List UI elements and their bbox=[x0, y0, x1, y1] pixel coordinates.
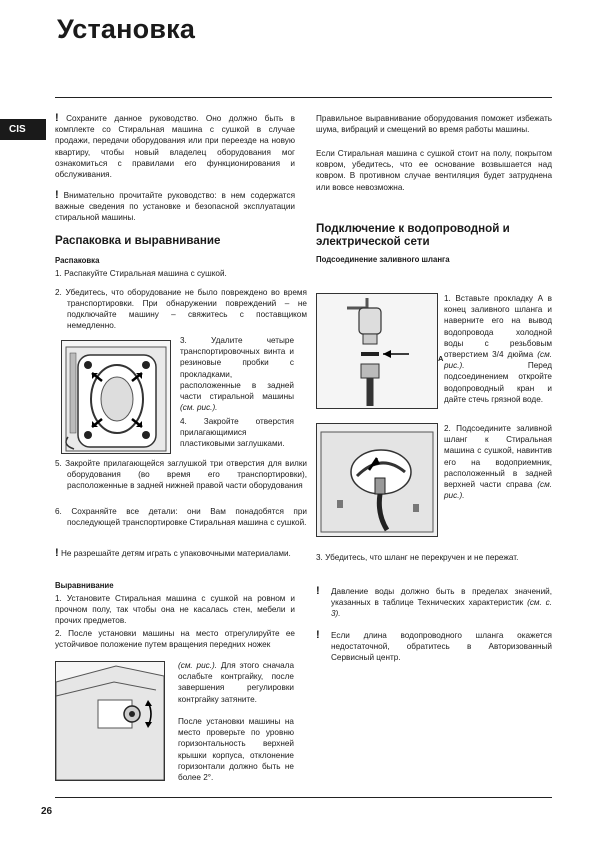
warning-water-pressure: ! Давление воды должно быть в пределах значений, указанных в таблице Технических характеристик (см. с. 3). bbox=[316, 585, 552, 619]
subheading-unpacking: Распаковка bbox=[55, 256, 100, 265]
warning-read-manual bbox=[55, 190, 295, 224]
section-heading-connection: Подключение к водопроводной и электрической сети bbox=[316, 222, 510, 248]
subheading-leveling: Выравнивание bbox=[55, 581, 114, 590]
warning-keep-manual bbox=[55, 113, 295, 180]
warning-icon: ! bbox=[316, 585, 320, 597]
warning-icon: ! bbox=[316, 629, 320, 641]
hose-step-2: 2. Подсоедините заливной шланг к Стиральная машина с сушкой, навинтив его на водоприемник, расположенный в задней верхней части справа (см. рис.). bbox=[444, 424, 552, 501]
section-tab: CIS bbox=[0, 119, 46, 140]
warning-text: Сохраните данное руководство. Оно должно быть в комплекте со Стиральная машина с сушкой в случае продажи, передачи оборудования или при переезде на новую квартиру, чтобы новый владелец оборудования мог ознакомиться с правилами его функционирования и обслуживания. bbox=[55, 114, 296, 180]
warning-icon: ! bbox=[55, 547, 59, 559]
warning-icon: ! bbox=[55, 189, 59, 201]
carpet-note: Если Стиральная машина с сушкой стоит на полу, покрытом ковром, убедитесь, что ее основание возвышается над ковром. В противном случае вентиляция будет затруднена или вовсе невозможна. bbox=[316, 149, 552, 192]
warning-hose-length: ! Если длина водопроводного шланга окажется недостаточной, обратитесь в Авторизованный Сервисный центр. bbox=[316, 629, 552, 663]
subheading-inlet-hose: Подсоединение заливного шланга bbox=[316, 255, 450, 264]
warning-children: ! Не разрешайте детям играть с упаковочными материалами. bbox=[55, 547, 291, 559]
hose-inlet-figure bbox=[316, 423, 438, 537]
leveling-step-2a: 2. После установки машины на место отрегулируйте ее устойчивое положение путем вращения передних ножек bbox=[55, 629, 295, 650]
hose-step-1: 1. Вставьте прокладку А в конец заливного шланга и наверните его на вывод водопровода холодной воды с резьбовым отверстием 3/4 дюйма (см. рис.). Перед подсоединением откройте водопроводный кран и дайте стечь грязной воде. bbox=[444, 294, 552, 404]
leveling-step-3: После установки машины на место проверьте по уровню горизонтальность верхней крышки корпуса, отклонение горизонтали должно быть не более 2°. bbox=[178, 717, 294, 783]
leveling-step-1: 1. Установите Стиральная машина с сушкой на ровном и прочном полу, так чтобы она не касалась стен, мебели и прочих предметов. bbox=[55, 594, 295, 626]
leveling-step-2b: (см. рис.). Для этого сначала ослабьте контргайку, после завершения регулировки контргайку затяните. bbox=[178, 661, 295, 704]
top-divider bbox=[55, 97, 552, 98]
step-4: 4. Закройте отверстия прилагающимися пластиковыми заглушками. bbox=[180, 417, 294, 449]
warning-icon: ! bbox=[55, 112, 59, 124]
step-5: 5. Закройте прилагающейся заглушкой три отверстия для вилки оборудования (во время его транспортировки), расположенные в задней нижней правой части оборудования bbox=[55, 459, 307, 490]
page-title: Установка bbox=[57, 14, 196, 44]
gasket-label: A bbox=[438, 354, 444, 363]
bottom-divider bbox=[55, 797, 552, 798]
hose-step-3: 3. Убедитесь, что шланг не перекручен и не пережат. bbox=[316, 553, 519, 562]
warning-text: Внимательно прочитайте руководство: в нем содержатся важные сведения по установке и безопасной эксплуатации стиральной машины. bbox=[55, 191, 295, 223]
step-3: 3. Удалите четыре транспортировочных винта и резиновые пробки с прокладками, расположенные в задней части стиральной машины (см. рис.). bbox=[180, 336, 294, 413]
step-2: 2. Убедитесь, что оборудование не было повреждено во время транспортировки. При обнаружении повреждений – не подключайте машину – свяжитесь с поставщиком немедленно. bbox=[55, 288, 307, 330]
section-heading-unpacking: Распаковка и выравнивание bbox=[55, 234, 221, 247]
step-6: 6. Сохраняйте все детали: они Вам понадобятся при последующей транспортировке Стиральная машина с сушкой. bbox=[55, 507, 307, 527]
washer-back-figure bbox=[61, 340, 171, 454]
leveling-foot-figure bbox=[55, 661, 165, 781]
page-number: 26 bbox=[41, 806, 53, 817]
hose-gasket-figure bbox=[316, 293, 438, 409]
step-1: 1. Распакуйте Стиральная машина с сушкой. bbox=[55, 269, 227, 278]
leveling-intro: Правильное выравнивание оборудования поможет избежать шума, вибраций и смещений во время работы машины. bbox=[316, 114, 552, 135]
